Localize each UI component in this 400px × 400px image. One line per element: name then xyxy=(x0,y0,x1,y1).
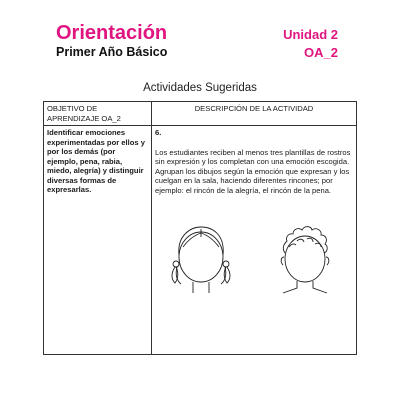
objective-cell xyxy=(44,126,152,355)
section-title: Actividades Sugeridas xyxy=(143,82,257,94)
boy-face-template-icon xyxy=(267,217,343,295)
table-header-row xyxy=(44,102,357,126)
description-cell xyxy=(152,126,357,355)
objective-header: OBJETIVO DE APRENDIZAJE OA_2 xyxy=(44,102,152,126)
activity-number: 6. xyxy=(155,128,162,137)
objective-text: Identificar emociones experimentadas por ellos y por los demás (por ejemplo, pena, rabia, miedo, alegría) y distinguir diversas formas de expresarlas. xyxy=(47,128,145,194)
activity-description: Los estudiantes reciben al menos tres plantillas de rostros sin expresión y los completan con una emoción escogida. Agrupan los dibujos según la emoción que expresan y los cuelgan en la sala, haciendo diferentes rincones; por ejemplo: el rincón de la alegría, el rincón de la pena. xyxy=(155,147,351,195)
girl-face-template-icon xyxy=(163,217,239,295)
description-header: DESCRIPCIÓN DE LA ACTIVIDAD xyxy=(152,102,357,126)
page-title: Orientación xyxy=(56,22,168,44)
page-subtitle: Primer Año Básico xyxy=(56,45,168,59)
table-row xyxy=(44,126,357,355)
activities-table xyxy=(43,101,357,355)
unit-label: Unidad 2 xyxy=(283,27,338,42)
oa-label: OA_2 xyxy=(304,45,338,60)
face-templates xyxy=(155,217,353,295)
